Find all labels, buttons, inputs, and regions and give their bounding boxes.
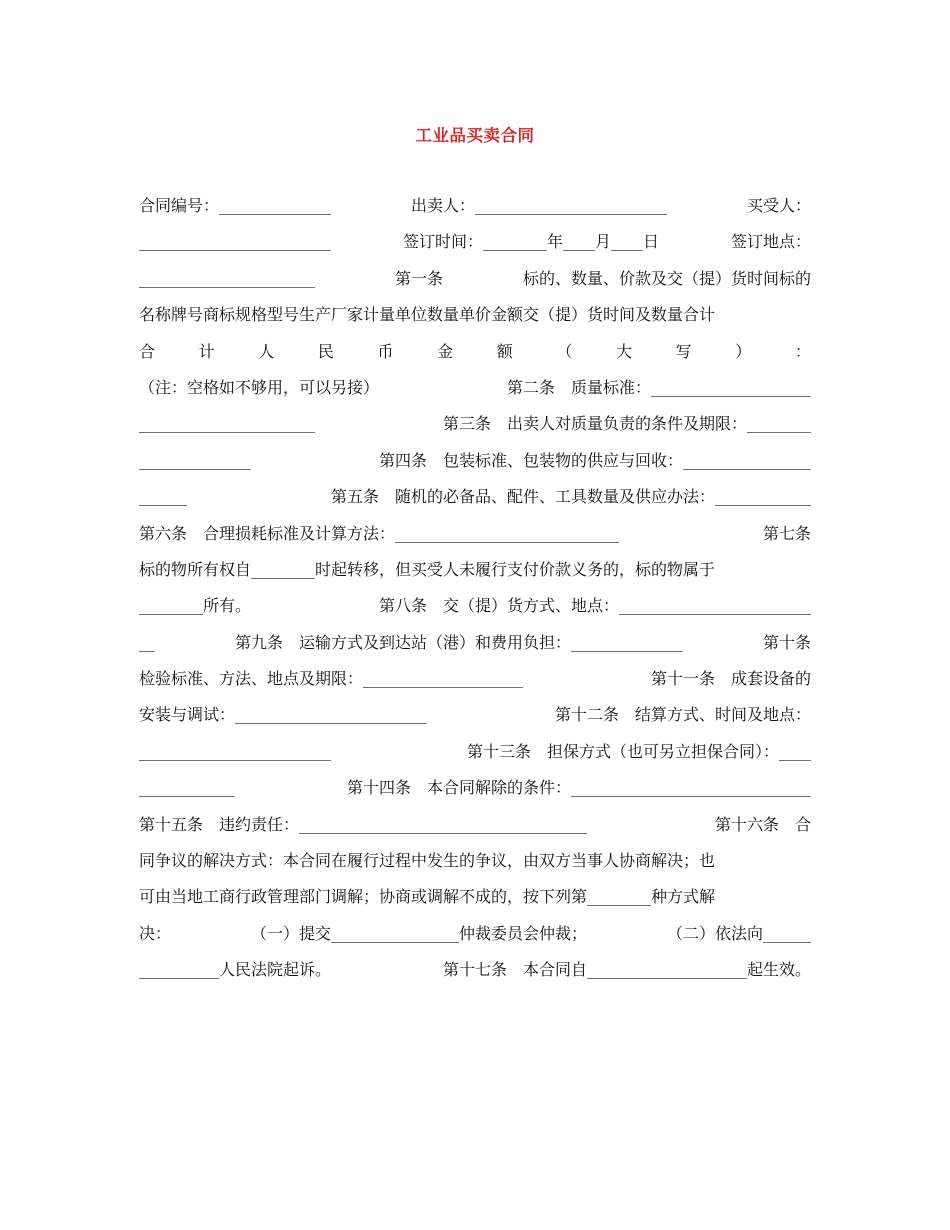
text-segment: 第五条 随机的必备品、配件、工具数量及供应办法：____________: [330, 487, 811, 507]
text-segment: （: [556, 341, 573, 361]
text-segment: ______________________: [139, 414, 315, 434]
text-segment: ________所有。: [139, 596, 252, 616]
contract-line: [139, 370, 811, 406]
text-segment: （二）依法向______: [666, 923, 811, 943]
text-segment: 金: [437, 341, 454, 361]
text-segment: ________________________: [139, 741, 331, 761]
contract-line: [139, 552, 811, 588]
contract-line: [139, 261, 811, 297]
text-segment: 买受人：: [746, 196, 811, 215]
contract-line: [139, 770, 811, 806]
text-segment: 第七条: [762, 523, 811, 543]
text-segment: 第六条 合理损耗标准及计算方法：____________________________: [139, 523, 620, 543]
contract-line: [139, 406, 811, 442]
text-segment: ______: [139, 487, 187, 507]
text-segment: （注：空格如不够用，可以另接）: [139, 377, 380, 397]
text-segment: 写: [675, 341, 692, 361]
text-segment: 第十四条 本合同解除的条件：______________________________: [346, 778, 811, 798]
text-segment: 人: [258, 341, 275, 361]
contract-line: [139, 479, 811, 515]
text-segment: 第一条: [394, 268, 443, 288]
text-segment: 名称牌号商标规格型号生产厂家计量单位数量单价金额交（提）货时间及数量合计: [139, 305, 716, 325]
text-segment: 第十一条 成套设备的: [650, 669, 811, 689]
text-segment: 民: [317, 341, 334, 361]
contract-line: [139, 734, 811, 770]
text-segment: ）: [735, 341, 752, 361]
contract-line: [139, 625, 811, 661]
text-segment: 计: [198, 341, 215, 361]
text-segment: ____________: [139, 778, 235, 798]
text-segment: 标的、数量、价款及交（提）货时间标的: [522, 268, 811, 288]
text-segment: ：: [794, 341, 811, 361]
text-segment: 出卖人：________________________: [410, 196, 667, 215]
contract-line: [139, 188, 811, 224]
text-segment: 第十二条 结算方式、时间及地点：: [554, 705, 811, 725]
text-segment: 大: [616, 341, 633, 361]
contract-line: [139, 334, 811, 370]
text-segment: 签订时间：________年____月____日: [402, 232, 659, 252]
text-segment: 第十六条 合: [714, 814, 811, 834]
contract-line: [139, 588, 811, 624]
text-segment: 第二条 质量标准：____________________: [506, 377, 811, 397]
contract-line: [139, 952, 811, 988]
contract-line: [139, 916, 811, 952]
text-segment: __________人民法院起诉。: [139, 960, 332, 980]
contract-line: [139, 661, 811, 697]
text-segment: 合同编号：______________: [139, 196, 332, 215]
contract-body: [139, 188, 811, 989]
text-segment: 额: [496, 341, 513, 361]
text-segment: 合: [139, 341, 156, 361]
text-segment: 币: [377, 341, 394, 361]
text-segment: 第九条 运输方式及到达站（港）和费用负担：______________: [234, 632, 683, 652]
text-segment: 第三条 出卖人对质量负责的条件及期限：________: [442, 414, 811, 434]
text-segment: 第四条 包装标准、包装物的供应与回收：________________: [378, 450, 811, 470]
contract-line: [139, 443, 811, 479]
text-segment: ______________: [139, 450, 251, 470]
text-segment: 第八条 交（提）货方式、地点：________________________: [378, 596, 811, 616]
contract-line: [139, 516, 811, 552]
text-segment: 第十五条 违约责任：____________________________________: [139, 814, 588, 834]
contract-line: [139, 297, 811, 333]
contract-line: [139, 807, 811, 843]
contract-line: [139, 224, 811, 260]
document-title: 工业品买卖合同: [415, 126, 535, 145]
text-segment: 第十七条 本合同自____________________起生效。: [442, 960, 811, 980]
text-segment: 安装与调试：________________________: [139, 705, 428, 725]
text-segment: 标的物所有权自________时起转移，但买受人未履行支付价款义务的，标的物属于: [139, 559, 716, 579]
text-segment: ________________________: [139, 232, 331, 252]
text-segment: 第十条: [762, 632, 811, 652]
text-segment: 决：: [139, 923, 172, 943]
text-segment: 可由当地工商行政管理部门调解；协商或调解不成的，按下列第________种方式解: [139, 887, 716, 907]
text-segment: （一）提交________________仲裁委员会仲裁；: [250, 923, 587, 943]
text-segment: __: [139, 632, 155, 652]
text-segment: 第十三条 担保方式（也可另立担保合同）：____: [466, 741, 811, 761]
contract-line: [139, 879, 811, 915]
text-segment: ______________________: [139, 268, 315, 288]
contract-line: [139, 843, 811, 879]
text-segment: 检验标准、方法、地点及期限：____________________: [139, 669, 524, 689]
text-segment: 签订地点：: [730, 232, 811, 252]
contract-line: [139, 697, 811, 733]
text-segment: 同争议的解决方式：本合同在履行过程中发生的争议，由双方当事人协商解决；也: [139, 851, 716, 871]
